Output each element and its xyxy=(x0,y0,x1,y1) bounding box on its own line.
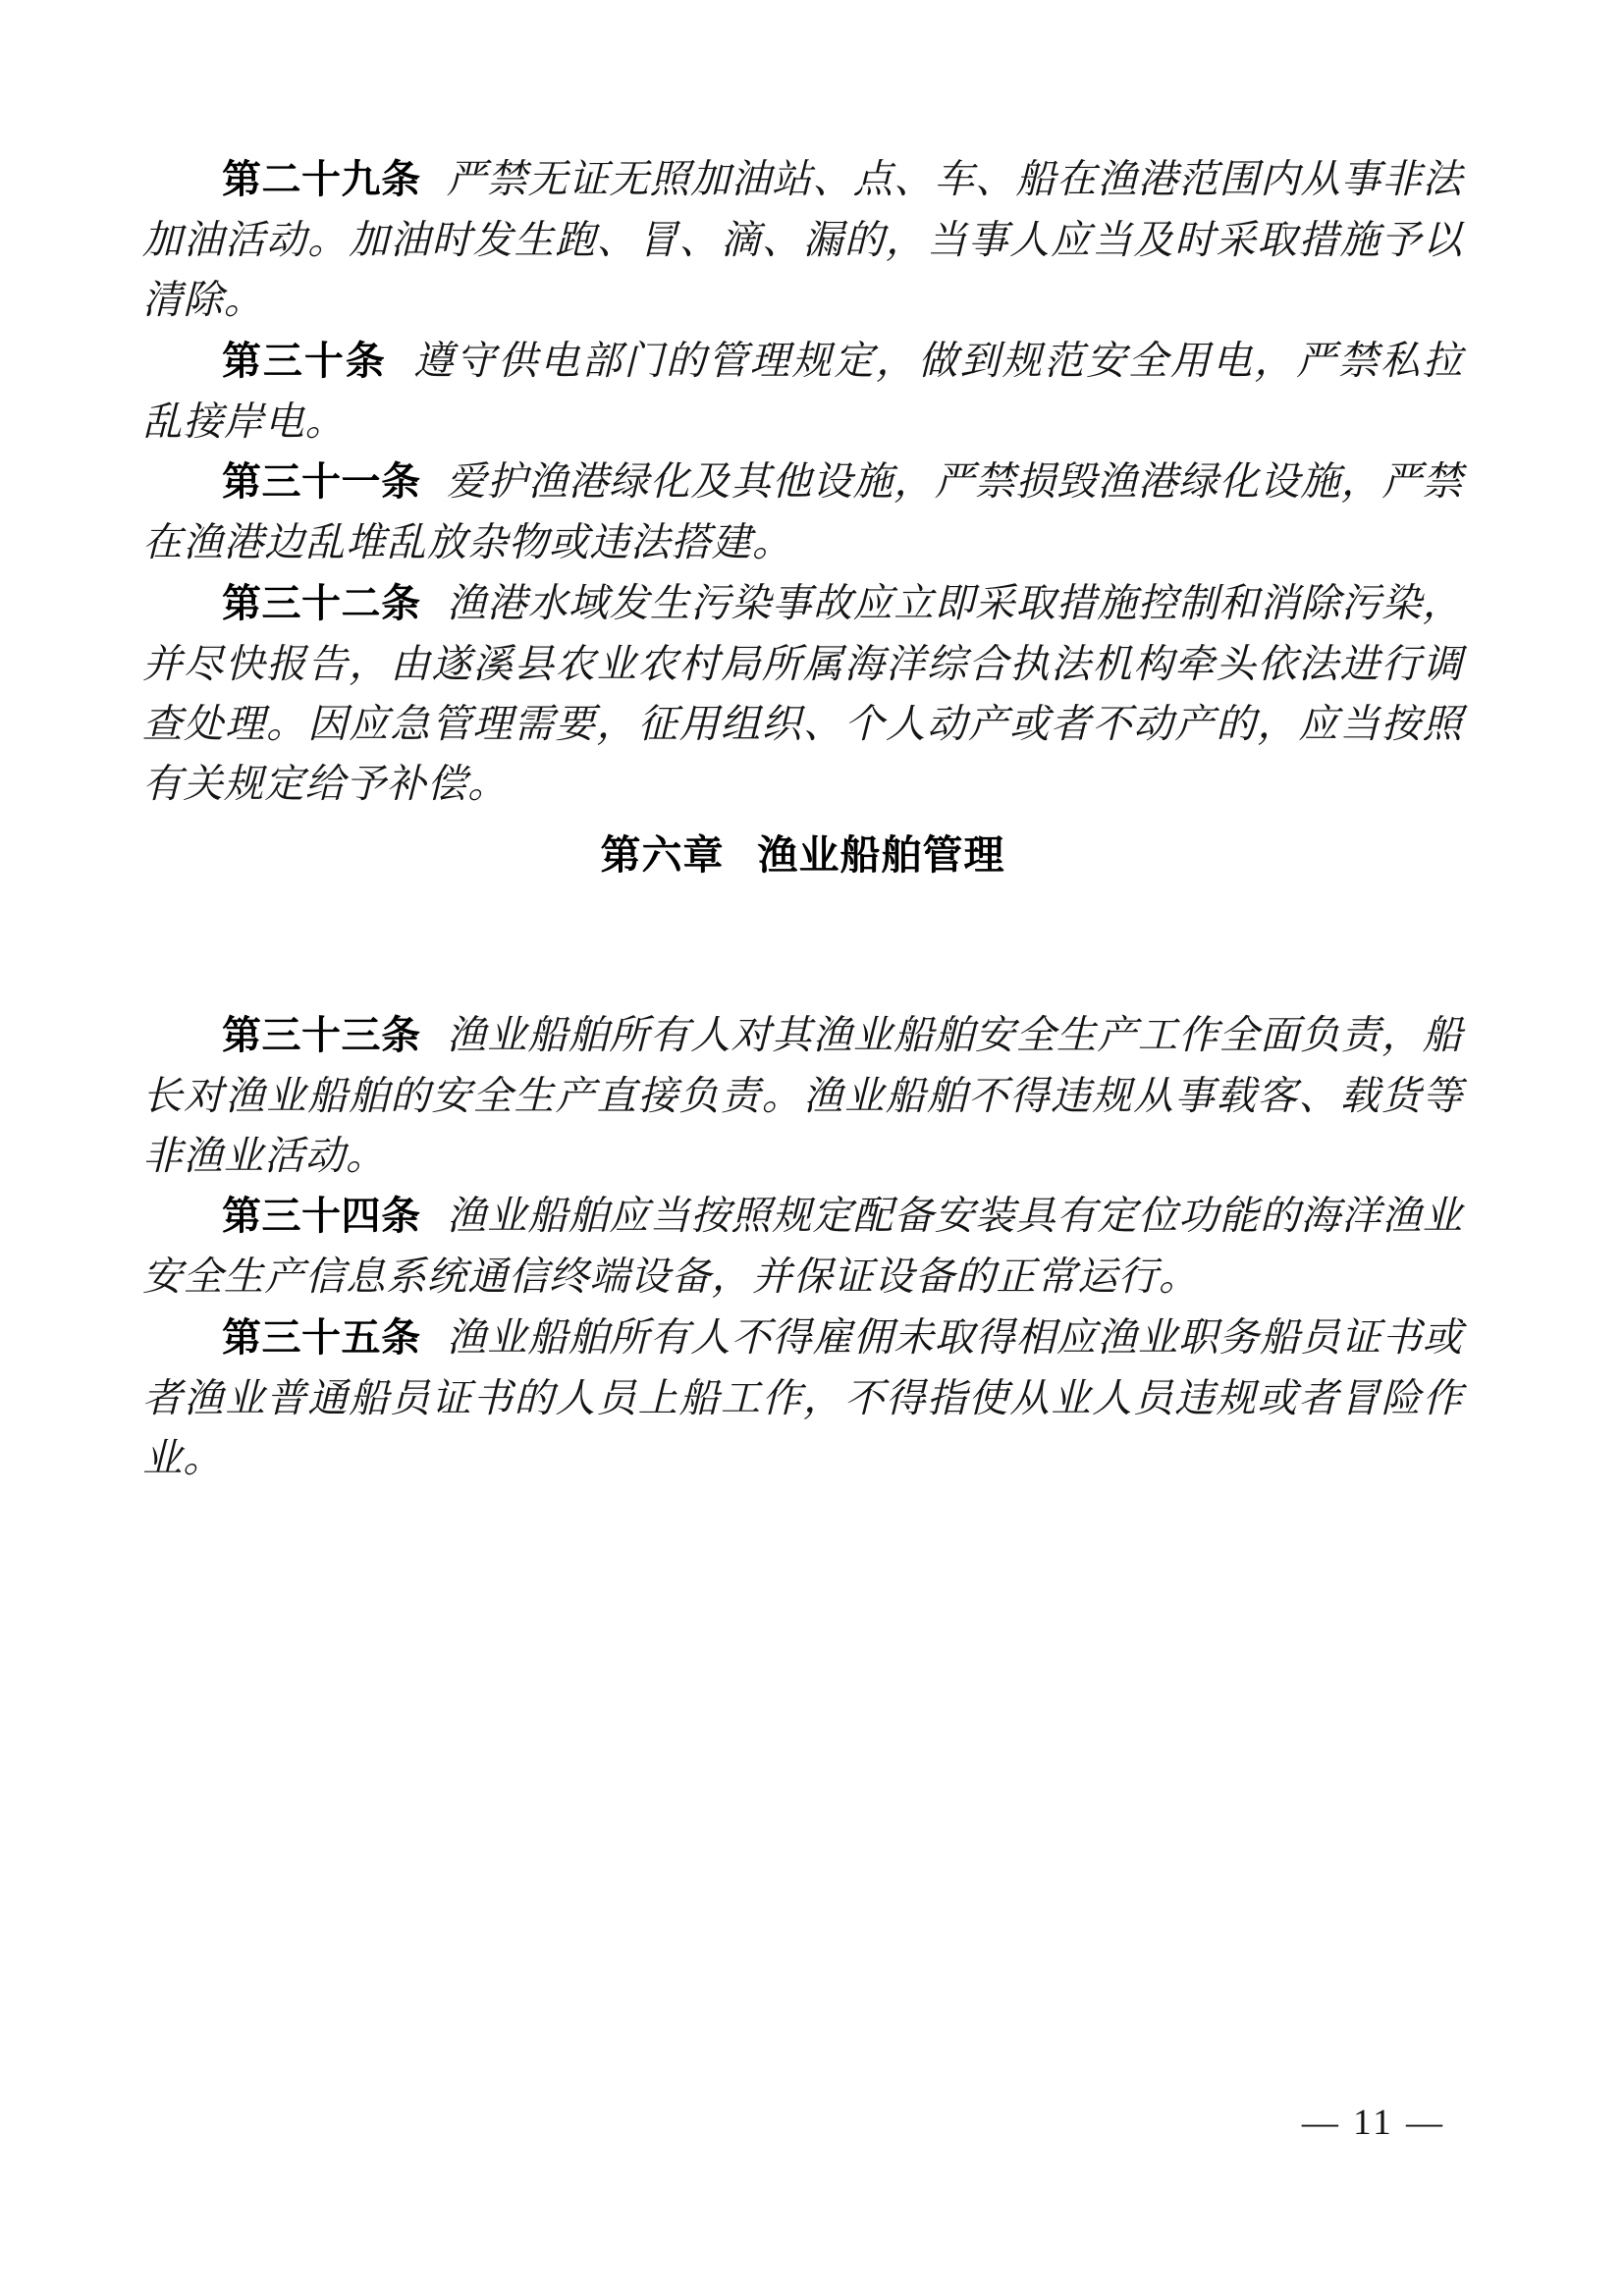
article-paragraph xyxy=(142,452,1463,572)
article-text: 爱护渔港绿化及其他设施，严禁损毁渔港绿化设施，严禁在渔港边乱堆乱放杂物或违法搭建。 xyxy=(142,459,1464,564)
article-paragraph xyxy=(142,331,1463,452)
article-text: 渔港水域发生污染事故应立即采取措施控制和消除污染，并尽快报告，由遂溪县农业农村局所属海洋综合执法机构牵头依法进行调查处理。因应急管理需要，征用组织、个人动产或者不动产的，应当按照有关规定给予补偿。 xyxy=(142,580,1464,806)
article-marker: 第三十一条 xyxy=(222,459,421,505)
article-paragraph xyxy=(142,1308,1463,1488)
page-number: — 11 — xyxy=(1301,2103,1445,2143)
article-marker: 第二十九条 xyxy=(222,157,421,202)
chapter-title: 渔业船舶管理 xyxy=(757,830,1005,879)
article-text: 渔业船舶所有人对其渔业船舶安全生产工作全面负责，船长对渔业船舶的安全生产直接负责。渔业船舶不得违规从事载客、载货等非渔业活动。 xyxy=(142,1012,1464,1178)
page-content xyxy=(142,149,1463,1488)
article-paragraph xyxy=(142,573,1463,814)
chapter-number: 第六章 xyxy=(600,830,725,879)
article-marker: 第三十五条 xyxy=(222,1314,421,1361)
article-paragraph xyxy=(142,1186,1463,1307)
chapter-heading xyxy=(142,826,1463,885)
article-marker: 第三十条 xyxy=(222,338,387,384)
chapter-spacer xyxy=(142,885,1463,1005)
article-paragraph xyxy=(142,1005,1463,1186)
article-text: 渔业船舶应当按照规定配备安装具有定位功能的海洋渔业安全生产信息系统通信终端设备，并保证设备的正常运行。 xyxy=(142,1194,1464,1299)
article-paragraph xyxy=(142,149,1463,330)
article-marker: 第三十二条 xyxy=(222,580,421,626)
article-text: 遵守供电部门的管理规定，做到规范安全用电，严禁私拉乱接岸电。 xyxy=(142,338,1463,444)
article-text: 严禁无证无照加油站、点、车、船在渔港范围内从事非法加油活动。加油时发生跑、冒、滴、漏的，当事人应当及时采取措施予以清除。 xyxy=(142,157,1464,322)
article-marker: 第三十三条 xyxy=(222,1012,421,1058)
article-marker: 第三十四条 xyxy=(222,1194,421,1239)
article-text: 渔业船舶所有人不得雇佣未取得相应渔业职务船员证书或者渔业普通船员证书的人员上船工作，不得指使从业人员违规或者冒险作业。 xyxy=(142,1314,1464,1480)
